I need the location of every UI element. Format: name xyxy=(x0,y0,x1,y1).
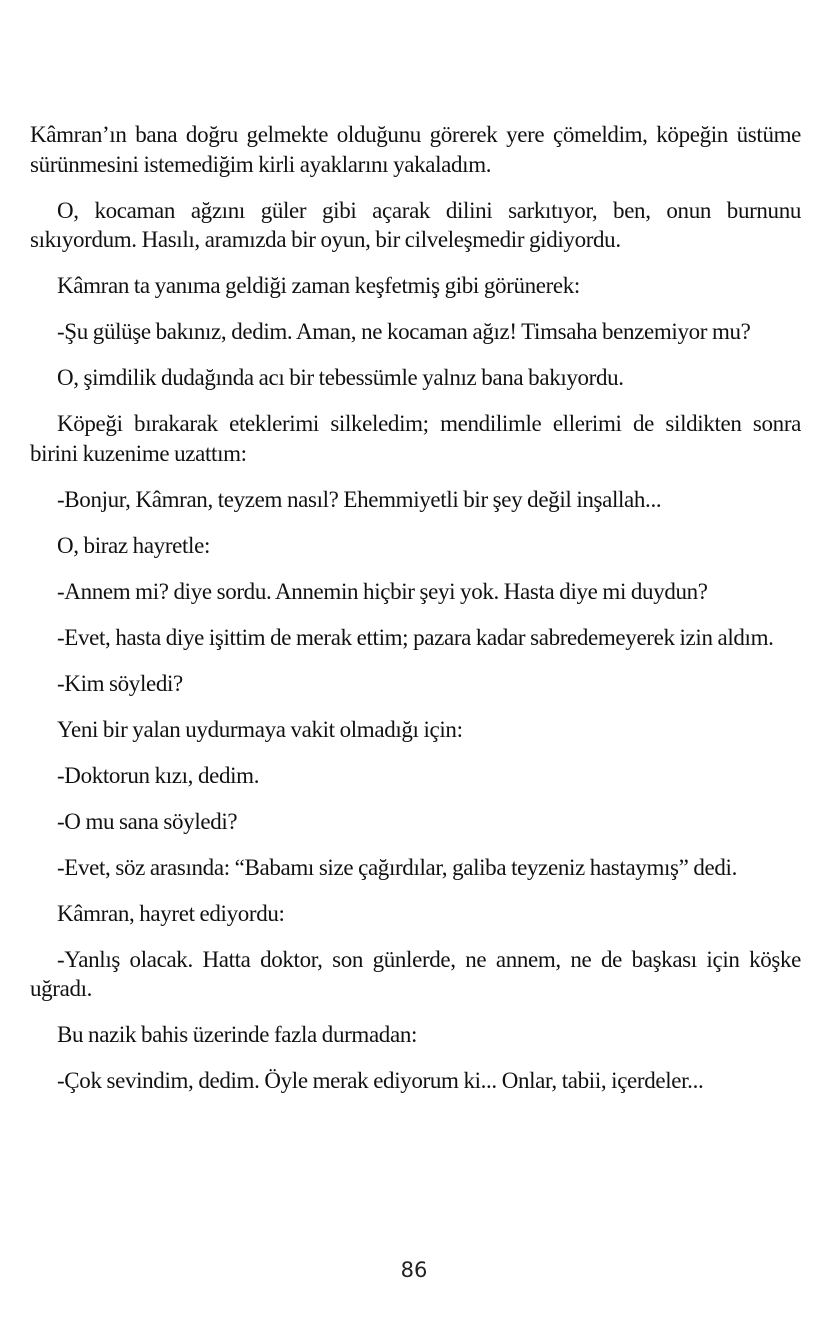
dialogue-paragraph: -Şu gülüşe bakınız, dedim. Aman, ne kocaman ağız! Timsaha benzemiyor mu? xyxy=(57,319,751,344)
paragraph: Kâmran’ın bana doğru gelmekte olduğunu görerek yere çömeldim, köpeğin üstüme sürünmesini istemediğim kirli ayaklarını yakaladım. xyxy=(30,122,801,177)
dialogue-paragraph: -Doktorun kızı, dedim. xyxy=(57,762,260,788)
dialogue-paragraph: -Bonjur, Kâmran, teyzem nasıl? Ehemmiyetli bir şey değil inşallah... xyxy=(57,486,662,512)
dialogue-paragraph: -Evet, hasta diye işittim de merak ettim; pazara kadar sabredemeyerek izin aldım. xyxy=(57,624,774,650)
paragraph: Kâmran, hayret ediyordu: xyxy=(57,900,285,926)
dialogue-paragraph: -Evet, söz arasında: “Babamı size çağırdılar, galiba teyzeniz hastaymış” dedi. xyxy=(57,854,737,880)
paragraph: O, kocaman ağzını güler gibi açarak dilini sarkıtıyor, ben, onun burnunu sıkıyordum. Hasılı, aramızda bir oyun, bir cilveleşmedir gidiyordu. xyxy=(30,197,801,252)
page-number: 86 xyxy=(400,1258,428,1282)
paragraph: O, biraz hayretle: xyxy=(57,532,210,558)
dialogue-paragraph: -Yanlış olacak. Hatta doktor, son günlerde, ne annem, ne de başkası için köşke uğradı. xyxy=(30,946,801,1001)
paragraph: Bu nazik bahis üzerinde fazla durmadan: xyxy=(57,1022,418,1047)
paragraph: Yeni bir yalan uydurmaya vakit olmadığı için: xyxy=(57,716,463,742)
paragraph: Kâmran ta yanıma geldiği zaman keşfetmiş gibi görünerek: xyxy=(57,273,580,298)
dialogue-paragraph: -Çok sevindim, dedim. Öyle merak ediyorum ki... Onlar, tabii, içerdeler... xyxy=(57,1068,704,1093)
dialogue-paragraph: -O mu sana söyledi? xyxy=(57,808,238,834)
dialogue-paragraph: -Annem mi? diye sordu. Annemin hiçbir şeyi yok. Hasta diye mi duydun? xyxy=(57,578,708,604)
dialogue-paragraph: -Kim söyledi? xyxy=(57,670,183,696)
paragraph: Köpeği bırakarak eteklerimi silkeledim; mendilimle ellerimi de sildikten sonra birini kuzenime uzattım: xyxy=(30,411,801,466)
paragraph: O, şimdilik dudağında acı bir tebessümle yalnız bana bakıyordu. xyxy=(57,365,624,390)
book-page-body xyxy=(30,120,801,1112)
